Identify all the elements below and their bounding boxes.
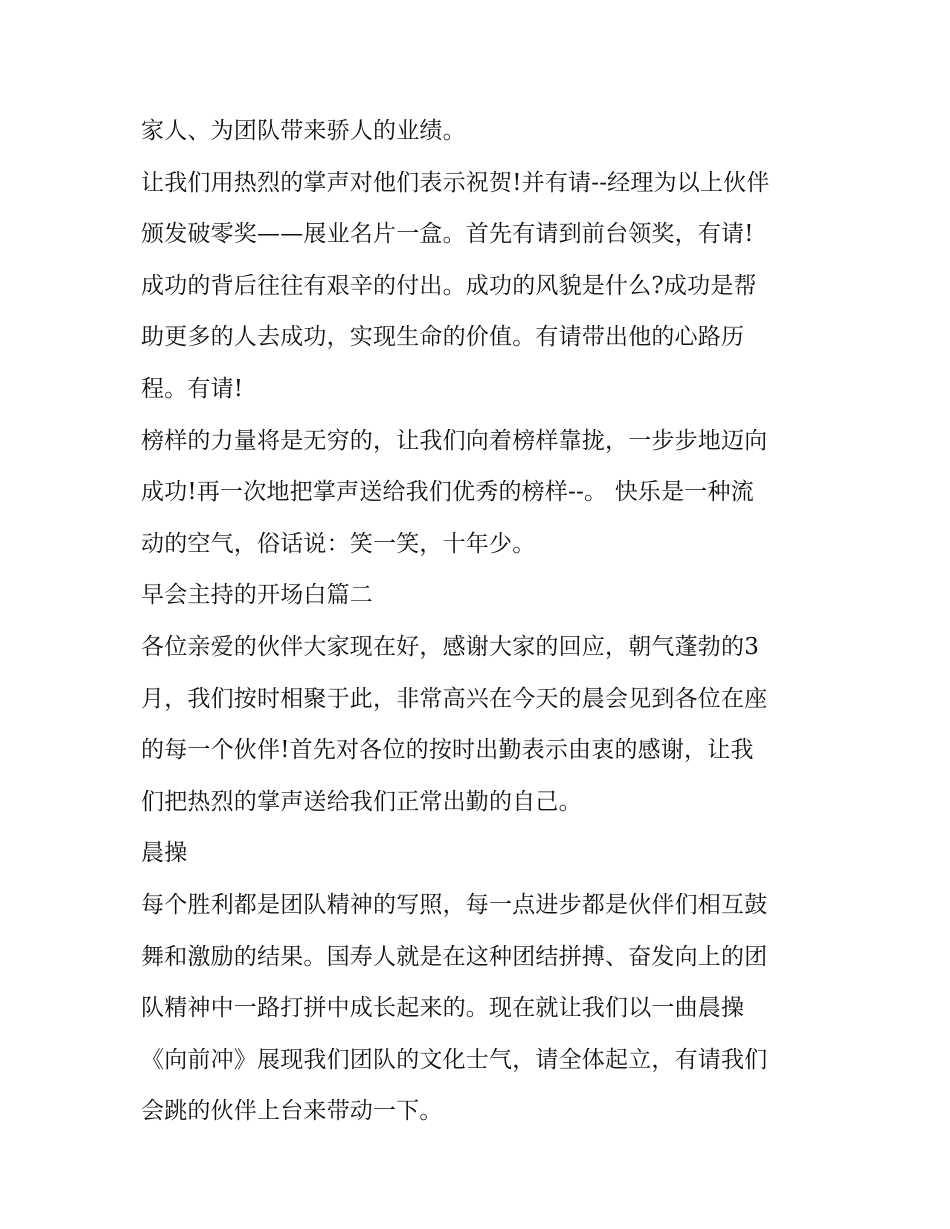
text-line: 家人、为团队带来骄人的业绩。 <box>141 118 466 144</box>
text-line: 成功的背后往往有艰辛的付出。成功的风貌是什么?成功是帮 <box>141 272 757 299</box>
text-line: 助更多的人去成功，实现生命的价值。有请带出他的心路历 <box>141 324 745 351</box>
text-line: 的每一个伙伴!首先对各位的按时出勤表示由衷的感谢，让我 <box>141 737 754 764</box>
text-line: 队精神中一路打拼中成长起来的。现在就让我们以一曲晨操 <box>141 995 745 1022</box>
text-line: 颁发破零奖——展业名片一盒。首先有请到前台领奖，有请! <box>141 221 754 248</box>
document-body <box>141 106 821 1138</box>
text-line: 让我们用热烈的掌声对他们表示祝贺!并有请--经理为以上伙伴 <box>141 169 770 196</box>
section-heading: 早会主持的开场白篇二 <box>141 582 373 609</box>
text-line: 月，我们按时相聚于此，非常高兴在今天的晨会见到各位在座 <box>141 685 768 712</box>
text-line: 成功!再一次地把掌声送给我们优秀的榜样--。 快乐是一种流 <box>141 479 754 506</box>
text-line: 会跳的伙伴上台来带动一下。 <box>141 1098 443 1125</box>
text-line: 《向前冲》展现我们团队的文化士气，请全体起立，有请我们 <box>141 1046 768 1073</box>
text-line: 动的空气，俗话说：笑一笑，十年少。 <box>141 530 536 557</box>
section-heading: 晨操 <box>141 840 188 867</box>
text-line: 程。有请! <box>141 375 244 402</box>
text-line: 们把热烈的掌声送给我们正常出勤的自己。 <box>141 788 582 815</box>
text-line: 榜样的力量将是无穷的，让我们向着榜样靠拢，一步步地迈向 <box>141 427 768 454</box>
text-line: 舞和激励的结果。国寿人就是在这种团结拼搏、奋发向上的团 <box>141 943 768 970</box>
text-line: 每个胜利都是团队精神的写照，每一点进步都是伙伴们相互鼓 <box>141 891 768 918</box>
text-line: 各位亲爱的伙伴大家现在好，感谢大家的回应，朝气蓬勃的3 <box>141 633 760 660</box>
